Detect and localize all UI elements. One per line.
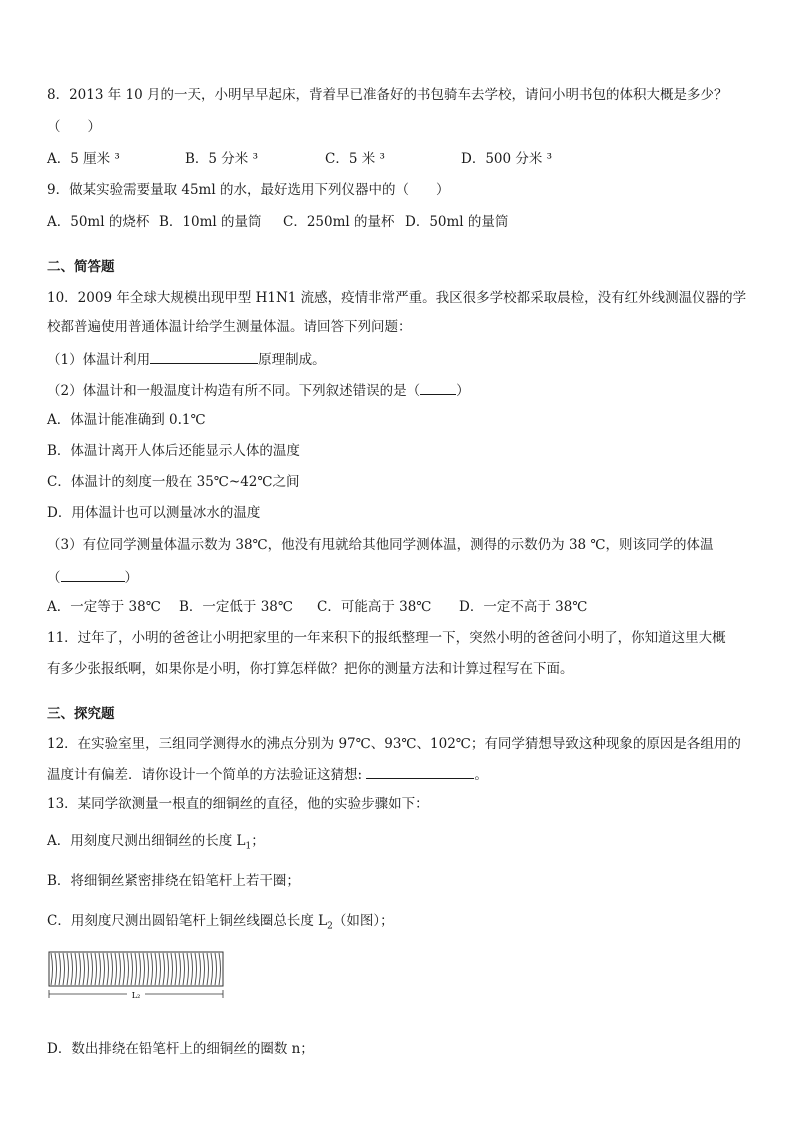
q10-part2-suffix: ） xyxy=(456,383,470,399)
q13-step-a-text: A．用刻度尺测出细铜丝的长度 L xyxy=(47,833,246,849)
q12-line2-suffix: 。 xyxy=(474,767,488,783)
q12-line2-prefix: 温度计有偏差．请你设计一个简单的方法验证这猜想: xyxy=(47,767,363,783)
q13-step-c-text: C．用刻度尺测出圆铅笔杆上铜丝线圈总长度 L xyxy=(47,913,328,929)
q12-line1: 12．在实验室里，三组同学测得水的沸点分别为 97℃、93℃、102℃；有同学猜想导致这种现象的原因是各组用的 xyxy=(47,736,741,752)
q11-line2: 有多少张报纸啊，如果你是小明，你打算怎样做？把你的测量方法和计算过程写在下面。 xyxy=(47,661,574,677)
q10-part1 xyxy=(47,349,326,369)
q10-part3-option-b: B．一定低于 38℃ xyxy=(179,599,293,615)
q10-stem-line2: 校都普遍使用普通体温计给学生测量体温。请回答下列问题： xyxy=(47,319,412,335)
q10-part3-line1: （3）有位同学测量体温示数为 38℃，他没有甩就给其他同学测体温，测得的示数仍为 38 ℃，则该同学的体温 xyxy=(47,537,714,553)
q9-stem: 9．做某实验需要量取 45ml 的水，最好选用下列仪器中的（ ） xyxy=(47,182,450,198)
q13-step-a xyxy=(47,832,265,856)
q8-option-b: B．5 分米 ³ xyxy=(185,151,259,167)
figure-label-l2: L₂ xyxy=(131,991,141,1000)
q12-line2 xyxy=(47,764,488,784)
q10-part2 xyxy=(47,380,470,400)
q13-step-a-end: ； xyxy=(251,833,265,849)
q8-answer-paren: （ ） xyxy=(47,119,101,135)
q10-part2-prefix: （2）体温计和一般温度计构造有所不同。下列叙述错误的是（ xyxy=(47,383,421,399)
q8-options xyxy=(47,150,552,168)
q9-option-a: A．50ml 的烧杯 xyxy=(47,214,150,230)
q10-part3-options xyxy=(47,598,587,616)
q10-part3-option-d: D．一定不高于 38℃ xyxy=(459,599,588,615)
q10-part3-option-a: A．一定等于 38℃ xyxy=(47,599,161,615)
q10-part1-blank[interactable] xyxy=(150,349,258,364)
q10-stem-line1: 10．2009 年全球大规模出现甲型 H1N1 流感，疫情非常严重。我区很多学校都采取晨检，没有红外线测温仪器的学 xyxy=(47,290,747,306)
q10-part2-option-a: A．体温计能准确到 0.1℃ xyxy=(47,412,206,428)
q13-step-c-subscript: 2 xyxy=(327,921,333,932)
q10-part2-option-c: C．体温计的刻度一般在 35℃~42℃之间 xyxy=(47,474,300,490)
q9-option-d: D．50ml 的量筒 xyxy=(405,214,509,230)
q8-option-d: D．500 分米 ³ xyxy=(461,151,553,167)
q10-part3-blank[interactable] xyxy=(61,567,125,582)
q13-step-d: D．数出排绕在铅笔杆上的细铜丝的圈数 n； xyxy=(47,1041,314,1057)
q11-line1: 11．过年了，小明的爸爸让小明把家里的一年来积下的报纸整理一下，突然小明的爸爸问小明了，你知道这里大概 xyxy=(47,630,726,646)
q10-part1-prefix: （1）体温计利用 xyxy=(47,352,151,368)
q13-step-b: B．将细铜丝紧密排绕在铅笔杆上若干圈； xyxy=(47,873,300,889)
q13-stem: 13．某同学欲测量一根直的细铜丝的直径，他的实验步骤如下： xyxy=(47,796,429,812)
q9-option-c: C．250ml 的量杯 xyxy=(283,214,395,230)
q10-part2-option-d: D．用体温计也可以测量冰水的温度 xyxy=(47,505,261,521)
section-title-inquiry: 三、探究题 xyxy=(47,706,115,722)
q10-part3-open-paren: （ xyxy=(47,570,61,586)
section-title-short-answer: 二、简答题 xyxy=(47,259,115,275)
q13-step-c-end: （如图）； xyxy=(332,913,394,929)
q10-part3-answer xyxy=(47,567,138,587)
q8-stem: 8．2013 年 10 月的一天，小明早早起床，背着早已准备好的书包骑车去学校，请问小明书包的体积大概是多少？ xyxy=(47,87,728,103)
q8-option-c: C．5 米 ³ xyxy=(325,151,385,167)
q13-step-a-subscript: 1 xyxy=(245,841,252,852)
coil-illustration xyxy=(47,950,225,1002)
q9-options xyxy=(47,213,508,231)
q10-part2-option-b: B．体温计离开人体后还能显示人体的温度 xyxy=(47,443,300,459)
q12-answer-blank[interactable] xyxy=(366,764,474,779)
q10-part2-blank[interactable] xyxy=(420,380,456,395)
q9-option-b: B．10ml 的量筒 xyxy=(159,214,262,230)
q10-part1-suffix: 原理制成。 xyxy=(258,352,326,368)
q10-part3-option-c: C．可能高于 38℃ xyxy=(317,599,432,615)
coil-figure xyxy=(47,950,225,1002)
q10-part3-close-paren: ） xyxy=(124,570,138,586)
q8-option-a: A．5 厘米 ³ xyxy=(47,151,120,167)
q13-step-c xyxy=(47,912,394,936)
